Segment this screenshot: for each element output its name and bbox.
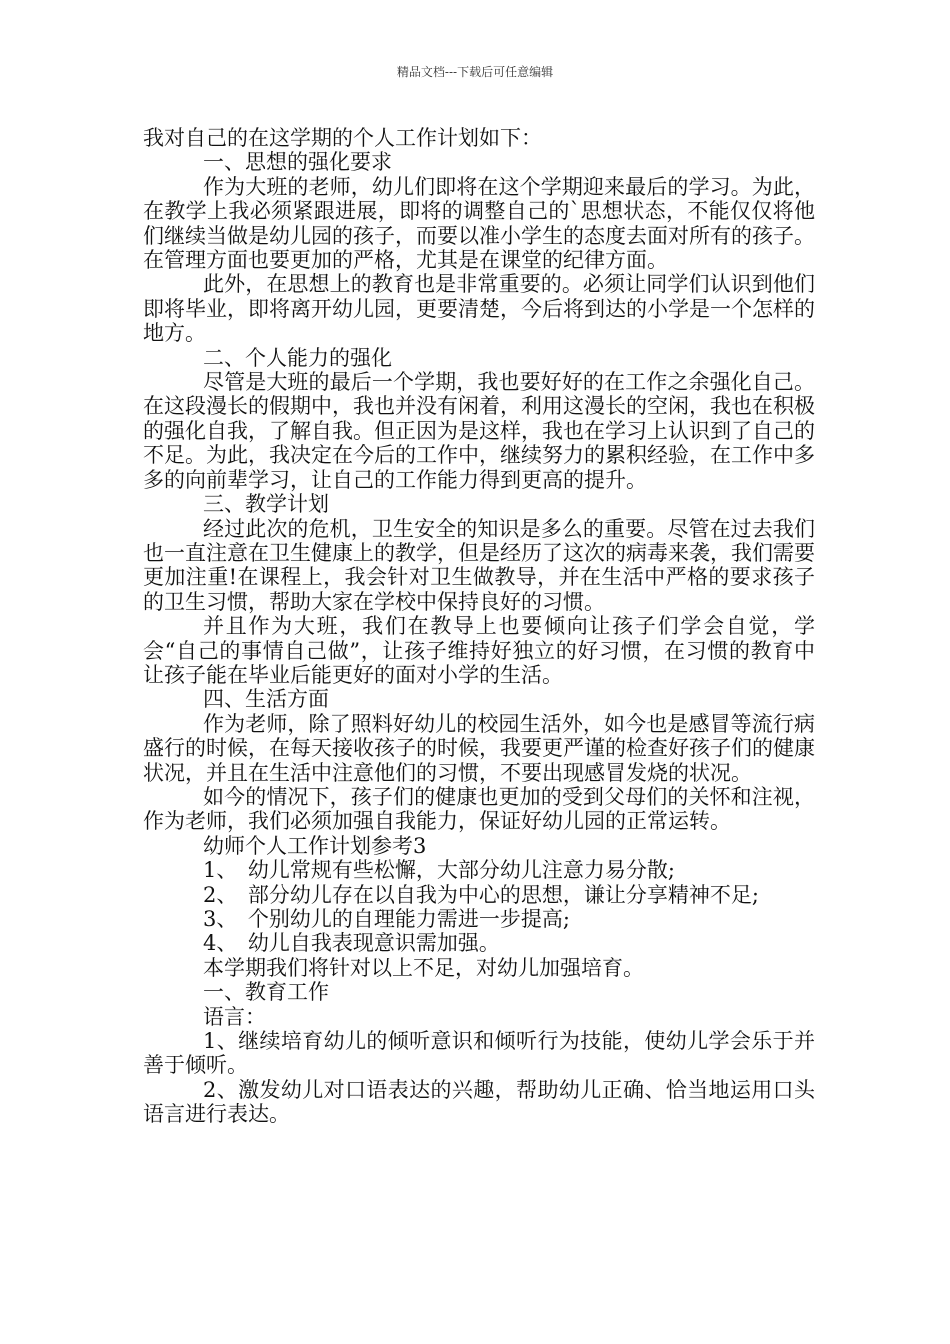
list-item: 4、 幼儿自我表现意识需加强。 xyxy=(203,931,500,956)
paragraph: 作为大班的老师，幼儿们即将在这个学期迎来最后的学习。为此，在教学上我必须紧跟进展，即将的调整自己的`思想状态，不能仅仅将他们继续当做是幼儿园的孩子，而要以准小学生的态度去面对所有的孩子。在管理方面也要更加的严格，尤其是在课堂的纪律方面。 xyxy=(143,174,815,273)
paragraph: 并且作为大班，我们在教导上也要倾向让孩子们学会自觉，学会“自己的事情自己做”，让孩子维持好独立的好习惯，在习惯的教育中让孩子能在毕业后能更好的面对小学的生活。 xyxy=(143,614,815,687)
list-item: 2、激发幼儿对口语表达的兴趣，帮助幼儿正确、恰当地运用口头语言进行表达。 xyxy=(143,1077,815,1127)
paragraph: 如今的情况下，孩子们的健康也更加的受到父母们的关怀和注视，作为老师，我们必须加强自我能力，保证好幼儿园的正常运转。 xyxy=(143,784,815,834)
subheading-language: 语言： xyxy=(203,1004,266,1029)
heading-life: 四、生活方面 xyxy=(203,687,329,712)
page-header: 精品文档---下载后可任意编辑 xyxy=(396,65,554,79)
list-item: 1、 幼儿常规有些松懈，大部分幼儿注意力易分散; xyxy=(203,858,675,883)
heading-education-work: 一、教育工作 xyxy=(203,980,329,1005)
section-title: 幼师个人工作计划参考3 xyxy=(203,833,427,858)
heading-teaching-plan: 三、教学计划 xyxy=(203,492,329,517)
paragraph: 本学期我们将针对以上不足，对幼儿加强培育。 xyxy=(203,955,644,980)
heading-ability: 二、个人能力的强化 xyxy=(203,345,392,370)
paragraph: 作为老师，除了照料好幼儿的校园生活外，如今也是感冒等流行病盛行的时候，在每天接收孩子的时候，我要更严谨的检查好孩子们的健康状况，并且在生活中注意他们的习惯，不要出现感冒发烧的状况。 xyxy=(143,711,815,785)
list-item: 1、继续培育幼儿的倾听意识和倾听行为技能，使幼儿学会乐于并善于倾听。 xyxy=(143,1029,815,1078)
list-item: 3、 个别幼儿的自理能力需进一步提高; xyxy=(203,907,570,931)
paragraph: 尽管是大班的最后一个学期，我也要好好的在工作之余强化自己。在这段漫长的假期中，我也并没有闲着，利用这漫长的空闲，我也在积极的强化自我，了解自我。但正因为是这样，我也在学习上认识到了自己的不足。为此，我决定在今后的工作中，继续努力的累积经验，在工作中多多的向前辈学习，让自己的工作能力得到更高的提升。 xyxy=(143,370,815,492)
paragraph-intro: 我对自己的在这学期的个人工作计划如下： xyxy=(143,126,542,150)
paragraph: 此外，在思想上的教育也是非常重要的。必须让同学们认识到他们即将毕业，即将离开幼儿园，更要清楚，今后将到达的小学是一个怎样的地方。 xyxy=(143,272,815,346)
heading-thought: 一、思想的强化要求 xyxy=(203,150,392,175)
document-body xyxy=(143,126,815,1127)
list-item: 2、 部分幼儿存在以自我为中心的思想，谦让分享精神不足; xyxy=(203,882,759,907)
paragraph: 经过此次的危机，卫生安全的知识是多么的重要。尽管在过去我们也一直注意在卫生健康上的教学，但是经历了这次的病毒来袭，我们需要更加注重!在课程上，我会针对卫生做教导，并在生活中严格的要求孩子的卫生习惯，帮助大家在学校中保持良好的习惯。 xyxy=(143,516,815,614)
